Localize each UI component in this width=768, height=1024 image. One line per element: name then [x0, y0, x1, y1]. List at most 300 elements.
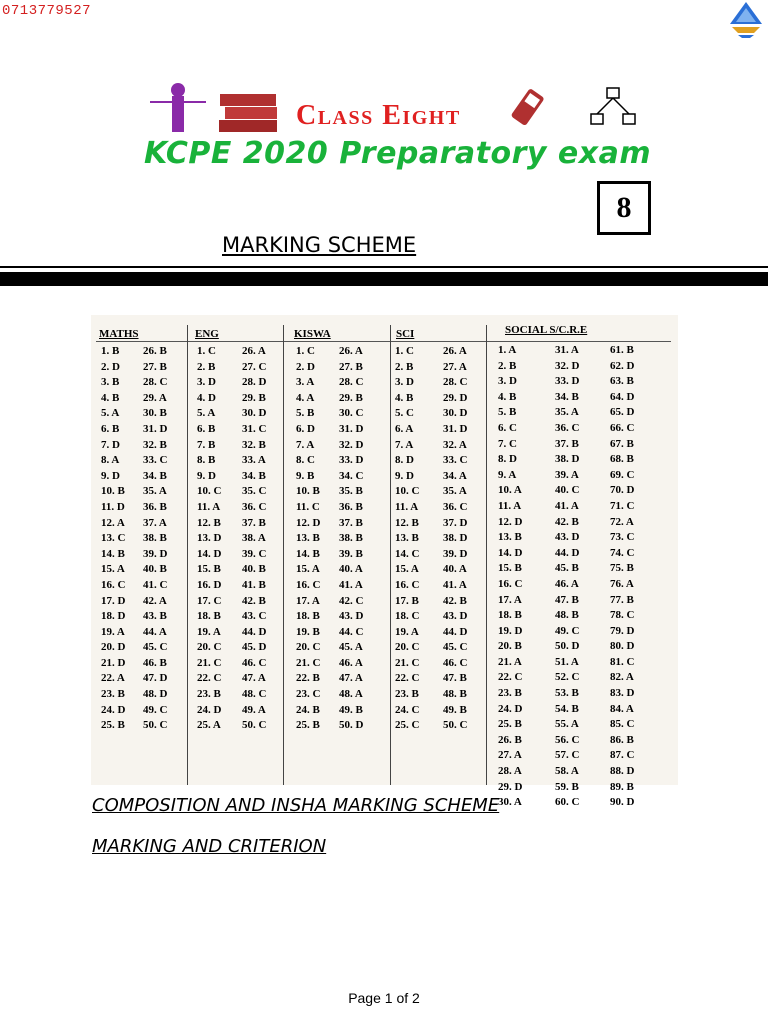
composition-heading: COMPOSITION AND INSHA MARKING SCHEME [92, 795, 500, 816]
answer-item: 29. B [242, 391, 266, 404]
answer-item: 21. A [498, 655, 522, 668]
sci-answers-2 [443, 344, 467, 734]
answer-item: 19. A [395, 625, 419, 638]
answer-item: 9. B [296, 469, 315, 482]
answer-item: 7. B [197, 438, 216, 451]
answer-item: 13. B [498, 531, 522, 544]
answer-item: 39. D [443, 547, 468, 560]
mobile-phone-icon [510, 88, 544, 126]
answer-item: 36. C [443, 500, 468, 513]
answer-item: 34. B [555, 390, 579, 403]
answer-item: 21. C [296, 656, 321, 669]
answer-item: 86. B [610, 733, 634, 746]
answer-item: 47. A [339, 672, 363, 685]
answer-item: 83. D [610, 687, 635, 700]
answer-item: 20. C [197, 641, 222, 654]
brand-logo-icon [726, 0, 766, 38]
answer-item: 27. A [498, 749, 522, 762]
answer-item: 15. A [395, 563, 419, 576]
answer-item: 27. B [143, 360, 167, 373]
answer-item: 17. B [395, 594, 419, 607]
answer-item: 41. A [555, 499, 579, 512]
grade-box: 8 [597, 181, 651, 235]
answer-item: 13. C [101, 532, 126, 545]
answer-item: 13. D [197, 532, 222, 545]
page-number: Page 1 of 2 [348, 990, 420, 1006]
answer-item: 12. B [197, 516, 221, 529]
answer-item: 12. D [296, 516, 321, 529]
answer-item: 20. C [296, 641, 321, 654]
answer-item: 7. A [296, 438, 315, 451]
answer-item: 18. D [101, 610, 126, 623]
answer-item: 82. A [610, 671, 634, 684]
answer-item: 44. D [443, 625, 468, 638]
answer-item: 53. B [555, 687, 579, 700]
answer-item: 43. D [339, 610, 364, 623]
answer-item: 28. A [498, 765, 522, 778]
answer-item: 44. D [555, 546, 580, 559]
answer-item: 2. D [296, 360, 315, 373]
answer-item: 41. A [339, 578, 363, 591]
answer-item: 7. A [395, 438, 414, 451]
answer-item: 76. A [610, 577, 634, 590]
answer-item: 50. C [242, 719, 267, 732]
answer-item: 30. B [143, 407, 167, 420]
answer-item: 4. B [395, 391, 414, 404]
answer-item: 58. A [555, 765, 579, 778]
answer-item: 24. C [395, 703, 420, 716]
answer-item: 4. D [197, 391, 216, 404]
answer-item: 7. C [498, 437, 517, 450]
divider-thin [0, 266, 768, 268]
answer-item: 14. D [197, 547, 222, 560]
answer-item: 23. C [296, 688, 321, 701]
answer-item: 32. D [555, 359, 580, 372]
kiswa-answers-1 [296, 344, 320, 734]
answer-item: 25. C [395, 719, 420, 732]
answer-item: 6. A [395, 422, 414, 435]
answer-item: 5. B [498, 406, 517, 419]
answer-item: 20. C [395, 641, 420, 654]
answer-item: 28. C [339, 376, 364, 389]
answer-item: 16. C [395, 578, 420, 591]
exam-title: KCPE 2020 Preparatory exam [144, 136, 652, 171]
answer-item: 90. D [610, 796, 635, 809]
answer-item: 10. A [498, 484, 522, 497]
answer-item: 37. A [143, 516, 167, 529]
answer-item: 38. B [143, 532, 167, 545]
answer-item: 69. C [610, 468, 635, 481]
answer-item: 6. B [197, 422, 216, 435]
answer-item: 9. A [498, 468, 517, 481]
answer-item: 26. A [242, 345, 266, 357]
answer-item: 5. A [197, 407, 216, 420]
divider-thick [0, 272, 768, 286]
answer-item: 40. A [443, 563, 467, 576]
answer-item: 23. B [197, 688, 221, 701]
answer-item: 24. D [197, 703, 222, 716]
sci-answers-1 [395, 344, 419, 734]
answer-item: 21. D [101, 656, 126, 669]
answer-item: 15. A [296, 563, 320, 576]
answer-item: 5. B [296, 407, 315, 420]
answer-item: 37. D [443, 516, 468, 529]
answer-item: 10. B [296, 485, 320, 498]
answer-item: 38. D [555, 453, 580, 466]
answer-item: 14. C [395, 547, 420, 560]
answer-item: 47. A [242, 672, 266, 685]
answer-item: 50. D [555, 640, 580, 653]
answer-item: 36. C [555, 421, 580, 434]
social-answers-1 [498, 343, 522, 811]
answer-item: 24. D [101, 703, 126, 716]
answer-item: 41. A [443, 578, 467, 591]
answer-item: 40. C [555, 484, 580, 497]
answer-item: 49. B [443, 703, 467, 716]
answer-item: 29. D [443, 391, 468, 404]
answer-item: 48. B [555, 609, 579, 622]
answer-item: 46. B [143, 656, 167, 669]
answer-item: 8. D [395, 454, 414, 467]
answer-item: 88. D [610, 765, 635, 778]
answer-item: 43. C [242, 610, 267, 623]
answer-item: 50. C [143, 719, 168, 732]
answer-item: 3. D [498, 375, 517, 388]
answer-item: 48. D [143, 688, 168, 701]
maths-header: MATHS [99, 328, 139, 340]
answer-item: 1. C [395, 345, 414, 357]
answer-item: 32. B [143, 438, 167, 451]
answer-item: 32. B [242, 438, 266, 451]
answer-item: 14. B [101, 547, 125, 560]
answer-item: 28. C [443, 376, 468, 389]
answer-item: 2. B [395, 360, 414, 373]
answer-item: 68. B [610, 453, 634, 466]
answer-item: 11. A [395, 500, 419, 513]
answer-item: 22. C [395, 672, 420, 685]
answer-item: 37. B [339, 516, 363, 529]
answer-item: 22. C [498, 671, 523, 684]
answer-item: 27. C [242, 360, 267, 373]
answer-item: 31. D [443, 422, 468, 435]
answer-item: 21. C [395, 656, 420, 669]
social-answers-2 [555, 343, 579, 811]
answer-item: 10. C [395, 485, 420, 498]
answer-item: 49. C [555, 624, 580, 637]
answer-item: 59. B [555, 780, 579, 793]
answer-item: 35. A [143, 485, 167, 498]
answer-item: 17. D [101, 594, 126, 607]
answer-item: 77. B [610, 593, 634, 606]
answer-item: 44. A [143, 625, 167, 638]
answer-item: 4. B [498, 390, 517, 403]
answer-item: 5. A [101, 407, 120, 420]
answer-item: 64. D [610, 390, 635, 403]
answer-item: 16. C [296, 578, 321, 591]
class-title: Class Eight [296, 100, 461, 131]
answer-item: 3. D [197, 376, 216, 389]
answer-item: 33. C [143, 454, 168, 467]
answer-item: 3. D [395, 376, 414, 389]
answer-item: 36. B [339, 500, 363, 513]
answer-item: 63. B [610, 375, 634, 388]
answer-item: 22. B [296, 672, 320, 685]
answer-item: 19. A [197, 625, 221, 638]
answer-item: 49. B [339, 703, 363, 716]
answer-item: 56. C [555, 733, 580, 746]
answer-item: 31. A [555, 344, 579, 356]
answer-item: 46. C [443, 656, 468, 669]
answer-item: 17. C [197, 594, 222, 607]
answer-item: 39. A [555, 468, 579, 481]
answer-item: 12. D [498, 515, 523, 528]
answer-item: 16. C [498, 577, 523, 590]
answer-item: 37. B [555, 437, 579, 450]
answer-item: 15. B [197, 563, 221, 576]
answer-item: 16. C [101, 578, 126, 591]
answer-item: 45. B [555, 562, 579, 575]
answer-item: 38. D [443, 532, 468, 545]
answer-item: 35. B [339, 485, 363, 498]
phone-number: 0713779527 [2, 3, 92, 19]
answer-item: 4. A [296, 391, 315, 404]
answer-item: 34. A [443, 469, 467, 482]
answer-item: 81. C [610, 655, 635, 668]
answer-item: 39. B [339, 547, 363, 560]
answer-item: 75. B [610, 562, 634, 575]
answer-item: 70. D [610, 484, 635, 497]
answer-item: 85. C [610, 718, 635, 731]
answer-item: 36. C [242, 500, 267, 513]
answer-item: 24. D [498, 702, 523, 715]
answer-item: 11. A [197, 500, 221, 513]
answer-item: 89. B [610, 780, 634, 793]
answer-item: 47. B [443, 672, 467, 685]
answer-item: 29. D [498, 780, 523, 793]
answer-item: 44. C [339, 625, 364, 638]
answer-item: 31. C [242, 422, 267, 435]
answer-item: 84. A [610, 702, 634, 715]
answer-item: 34. C [339, 469, 364, 482]
answer-item: 29. A [143, 391, 167, 404]
criterion-heading: MARKING AND CRITERION [92, 836, 327, 857]
answer-item: 26. B [143, 345, 167, 357]
answer-item: 38. B [339, 532, 363, 545]
answer-item: 23. B [101, 688, 125, 701]
answer-item: 50. C [443, 719, 468, 732]
answer-item: 46. A [555, 577, 579, 590]
answer-item: 18. C [395, 610, 420, 623]
answer-item: 10. B [101, 485, 125, 498]
eng-answers-1 [197, 344, 221, 734]
eng-header: ENG [195, 328, 219, 340]
answer-item: 42. B [555, 515, 579, 528]
answer-item: 44. D [242, 625, 267, 638]
answer-item: 13. B [296, 532, 320, 545]
kiswa-header: KISWA [294, 328, 331, 340]
answer-item: 22. A [101, 672, 125, 685]
answer-item: 38. A [242, 532, 266, 545]
answer-item: 6. B [101, 422, 120, 435]
answer-item: 8. C [296, 454, 315, 467]
answer-item: 42. C [339, 594, 364, 607]
answer-item: 25. B [101, 719, 125, 732]
answer-item: 26. B [498, 733, 522, 746]
answer-item: 18. B [498, 609, 522, 622]
answer-item: 4. B [101, 391, 120, 404]
answer-item: 27. B [339, 360, 363, 373]
answer-item: 62. D [610, 359, 635, 372]
answer-item: 8. D [498, 453, 517, 466]
answer-item: 45. D [242, 641, 267, 654]
answer-item: 55. A [555, 718, 579, 731]
answer-item: 41. C [143, 578, 168, 591]
answer-item: 15. B [498, 562, 522, 575]
answer-item: 13. B [395, 532, 419, 545]
answer-item: 1. A [498, 344, 517, 356]
answer-item: 10. C [197, 485, 222, 498]
answer-item: 80. D [610, 640, 635, 653]
answer-item: 22. C [197, 672, 222, 685]
answer-item: 49. A [242, 703, 266, 716]
answer-item: 41. B [242, 578, 266, 591]
answer-item: 7. D [101, 438, 120, 451]
answer-item: 9. D [197, 469, 216, 482]
answer-item: 6. C [498, 421, 517, 434]
answer-item: 61. B [610, 344, 634, 356]
maths-answers-2 [143, 344, 167, 734]
answer-item: 46. A [339, 656, 363, 669]
answer-item: 1. C [197, 345, 216, 357]
answer-item: 3. B [101, 376, 120, 389]
answer-item: 48. C [242, 688, 267, 701]
answer-item: 36. B [143, 500, 167, 513]
answer-item: 31. D [339, 422, 364, 435]
answer-item: 35. A [443, 485, 467, 498]
answer-item: 45. A [339, 641, 363, 654]
answer-item: 39. D [143, 547, 168, 560]
column-divider [486, 325, 487, 785]
answer-item: 33. A [242, 454, 266, 467]
answer-item: 71. C [610, 499, 635, 512]
answer-item: 11. C [296, 500, 320, 513]
answer-item: 47. D [143, 672, 168, 685]
answer-item: 33. C [443, 454, 468, 467]
answer-item: 18. B [197, 610, 221, 623]
social-answers-3 [610, 343, 634, 811]
kiswa-answers-2 [339, 344, 363, 734]
answer-item: 35. A [555, 406, 579, 419]
column-divider [187, 325, 188, 785]
answer-item: 34. B [143, 469, 167, 482]
answer-item: 14. B [296, 547, 320, 560]
answer-item: 45. C [143, 641, 168, 654]
answer-item: 25. A [197, 719, 221, 732]
column-divider [390, 325, 391, 785]
answer-item: 52. C [555, 671, 580, 684]
answer-item: 54. B [555, 702, 579, 715]
answer-item: 31. D [143, 422, 168, 435]
answer-item: 33. D [339, 454, 364, 467]
answer-item: 28. D [242, 376, 267, 389]
answer-item: 40. B [242, 563, 266, 576]
answer-item: 15. A [101, 563, 125, 576]
answer-item: 73. C [610, 531, 635, 544]
answer-item: 45. C [443, 641, 468, 654]
answer-item: 12. B [395, 516, 419, 529]
answer-item: 18. B [296, 610, 320, 623]
header-rule [96, 341, 671, 342]
answer-item: 3. A [296, 376, 315, 389]
answer-item: 16. D [197, 578, 222, 591]
answer-item: 25. B [296, 719, 320, 732]
maths-answers-1 [101, 344, 125, 734]
answer-item: 60. C [555, 796, 580, 809]
answer-item: 32. A [443, 438, 467, 451]
answer-item: 19. A [101, 625, 125, 638]
answer-item: 42. B [242, 594, 266, 607]
books-icon [219, 94, 277, 132]
answer-item: 42. B [443, 594, 467, 607]
answer-item: 74. C [610, 546, 635, 559]
answer-item: 42. A [143, 594, 167, 607]
answer-item: 46. C [242, 656, 267, 669]
answer-item: 25. B [498, 718, 522, 731]
answer-item: 39. C [242, 547, 267, 560]
answer-item: 48. A [339, 688, 363, 701]
answer-item: 2. D [101, 360, 120, 373]
answer-item: 23. B [498, 687, 522, 700]
answer-item: 8. B [197, 454, 216, 467]
answer-item: 12. A [101, 516, 125, 529]
answer-item: 26. A [339, 345, 363, 357]
answer-item: 66. C [610, 421, 635, 434]
answer-item: 1. C [296, 345, 315, 357]
answer-item: 19. B [296, 625, 320, 638]
answer-item: 2. B [498, 359, 517, 372]
answer-item: 5. C [395, 407, 414, 420]
answer-item: 17. A [498, 593, 522, 606]
answer-item: 32. D [339, 438, 364, 451]
answer-item: 50. D [339, 719, 364, 732]
answer-item: 30. D [443, 407, 468, 420]
answer-item: 28. C [143, 376, 168, 389]
answer-item: 27. A [443, 360, 467, 373]
answer-item: 14. D [498, 546, 523, 559]
answer-item: 79. D [610, 624, 635, 637]
eng-answers-2 [242, 344, 266, 734]
answer-item: 26. A [443, 345, 467, 357]
answer-item: 43. D [555, 531, 580, 544]
answer-item: 9. D [101, 469, 120, 482]
answer-item: 43. D [443, 610, 468, 623]
answer-item: 20. D [101, 641, 126, 654]
answer-item: 30. C [339, 407, 364, 420]
answer-item: 40. A [339, 563, 363, 576]
answer-item: 30. D [242, 407, 267, 420]
answer-item: 72. A [610, 515, 634, 528]
answer-item: 9. D [395, 469, 414, 482]
answer-item: 11. A [498, 499, 522, 512]
answer-item: 1. B [101, 345, 120, 357]
answer-item: 6. D [296, 422, 315, 435]
answer-item: 21. C [197, 656, 222, 669]
answer-item: 57. C [555, 749, 580, 762]
answer-item: 30. A [498, 796, 522, 809]
column-divider [283, 325, 284, 785]
figure-icon [150, 83, 206, 132]
answer-item: 29. B [339, 391, 363, 404]
